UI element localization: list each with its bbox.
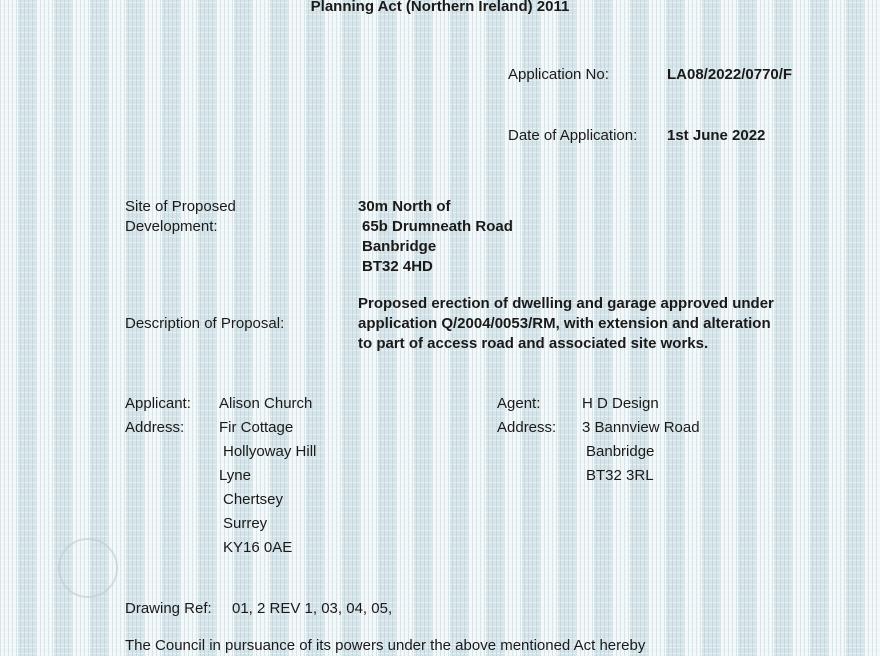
date-of-application-value: 1st June 2022 xyxy=(667,127,766,144)
proposal-line: Proposed erection of dwelling and garage approved under xyxy=(358,295,774,312)
site-line: 30m North of xyxy=(358,198,451,215)
applicant-label: Applicant: xyxy=(125,395,191,412)
agent-address-line: 3 Bannview Road xyxy=(582,419,700,436)
drawing-ref-value: 01, 2 REV 1, 03, 04, 05, xyxy=(232,600,393,617)
application-no-label: Application No: xyxy=(508,66,609,83)
footer-partial-text: The Council in pursuance of its powers under the above mentioned Act hereby xyxy=(125,637,646,654)
agent-address-line: Banbridge xyxy=(586,443,655,460)
applicant-address-line: Hollyoway Hill xyxy=(223,443,317,460)
applicant-address-line: KY16 0AE xyxy=(223,539,293,556)
site-label xyxy=(125,197,236,237)
site-line: Banbridge xyxy=(362,238,437,255)
applicant-address-label: Address: xyxy=(125,419,185,436)
site-line: 65b Drumneath Road xyxy=(362,218,513,235)
agent-address-label: Address: xyxy=(497,419,557,436)
agent-address xyxy=(582,416,700,488)
applicant-address-line: Surrey xyxy=(223,515,268,532)
applicant-address-line: Lyne xyxy=(219,467,251,484)
proposal-line: application Q/2004/0053/RM, with extension and alteration xyxy=(358,315,771,332)
site-label-line: Development: xyxy=(125,218,218,235)
applicant-address xyxy=(219,416,316,560)
watermark-seal xyxy=(58,538,118,598)
application-no-value: LA08/2022/0770/F xyxy=(667,66,793,83)
document-title: Planning Act (Northern Ireland) 2011 xyxy=(310,0,570,15)
agent-address-line: BT32 3RL xyxy=(586,467,654,484)
agent-name: H D Design xyxy=(582,395,659,412)
applicant-address-line: Fir Cottage xyxy=(219,419,294,436)
applicant-name: Alison Church xyxy=(219,395,313,412)
drawing-ref-label: Drawing Ref: xyxy=(125,600,212,617)
proposal-description xyxy=(358,294,774,354)
proposal-label: Description of Proposal: xyxy=(125,315,285,332)
site-line: BT32 4HD xyxy=(362,258,433,275)
agent-label: Agent: xyxy=(497,395,541,412)
date-of-application-label: Date of Application: xyxy=(508,127,638,144)
site-label-line: Site of Proposed xyxy=(125,198,236,215)
proposal-line: to part of access road and associated site works. xyxy=(358,335,709,352)
site-address xyxy=(358,197,513,277)
applicant-address-line: Chertsey xyxy=(223,491,284,508)
